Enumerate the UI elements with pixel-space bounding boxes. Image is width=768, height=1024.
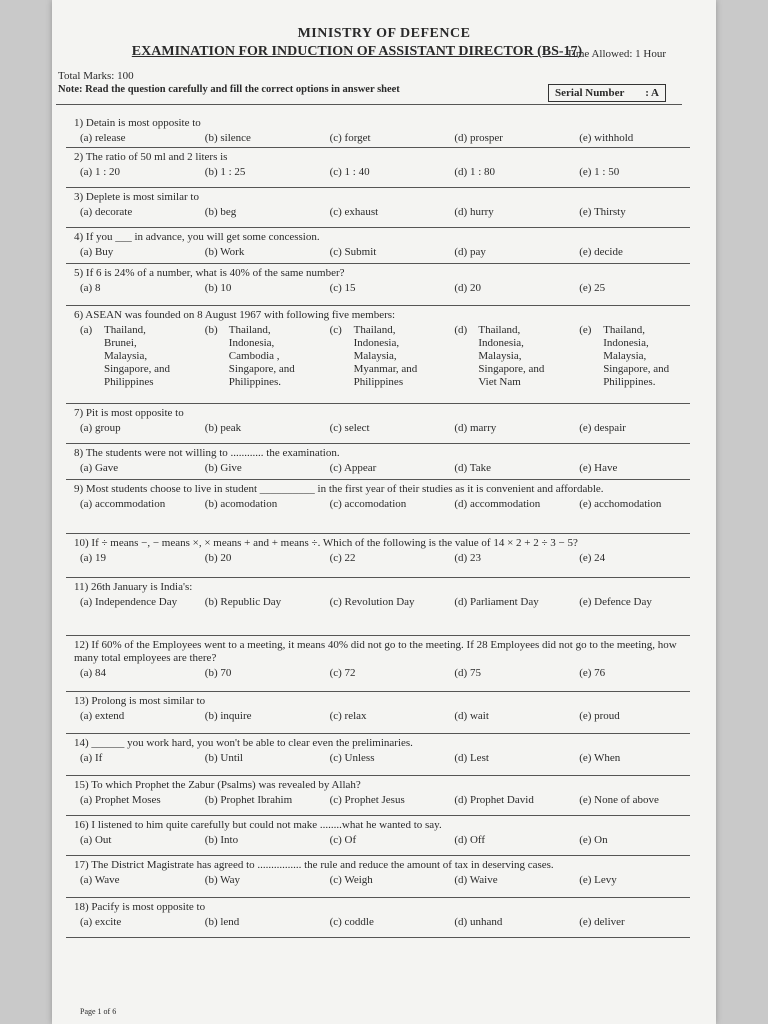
question-item <box>66 636 690 692</box>
answer-option: (b) inquire <box>204 710 252 722</box>
question-text: 17) The District Magistrate has agreed to ................ the rule and reduce the amount of tax in deserving cases. <box>74 859 554 871</box>
answer-option: (e) proud <box>579 710 620 722</box>
answer-option: (c) forget <box>329 132 371 144</box>
option-line: Thailand, <box>478 324 521 336</box>
option-line: Cambodia , <box>228 350 280 362</box>
serial-number-box <box>548 84 666 102</box>
answer-option: (e) deliver <box>579 916 625 928</box>
answer-option: (c) exhaust <box>329 206 379 218</box>
question-text: 6) ASEAN was founded on 8 August 1967 with following five members: <box>74 309 396 321</box>
answer-option: (b) Until <box>204 752 243 764</box>
answer-option: (e) On <box>579 834 608 846</box>
answer-option: (c) Prophet Jesus <box>329 794 405 806</box>
question-item <box>66 856 690 898</box>
question-item <box>66 480 690 534</box>
question-item <box>66 444 690 480</box>
answer-option: (e) When <box>579 752 621 764</box>
serial-number-label: Serial Number <box>555 87 625 99</box>
option-line: Indonesia, <box>478 337 524 349</box>
answer-option: (b) silence <box>204 132 251 144</box>
question-text: 7) Pit is most opposite to <box>74 407 184 419</box>
option-line: Philippines. <box>603 376 656 388</box>
answer-option: (b) Work <box>204 246 245 258</box>
answer-option: (a) Out <box>80 834 112 846</box>
answer-option: (b) Into <box>204 834 239 846</box>
answer-option: (d) 75 <box>454 667 481 679</box>
option-row <box>66 324 690 389</box>
answer-option: (a) Gave <box>80 462 119 474</box>
answer-option <box>191 324 316 389</box>
answer-option: (e) None of above <box>579 794 659 806</box>
answer-option: (a) 19 <box>80 552 106 564</box>
answer-option: (b) 1 : 25 <box>204 166 246 178</box>
option-row <box>66 710 690 723</box>
option-line: Thailand, <box>603 324 646 336</box>
answer-option: (c) accomodation <box>329 498 407 510</box>
option-row <box>66 422 690 435</box>
header-divider <box>56 104 682 105</box>
answer-option <box>440 324 565 389</box>
answer-option: (e) 1 : 50 <box>579 166 620 178</box>
answer-option: (d) accommodation <box>454 498 541 510</box>
question-text: 15) To which Prophet the Zabur (Psalms) was revealed by Allah? <box>74 779 361 791</box>
answer-option: (a) If <box>80 752 103 764</box>
option-line: Brunei, <box>104 337 137 349</box>
option-row <box>66 246 690 259</box>
question-text: 5) If 6 is 24% of a number, what is 40% of the same number? <box>74 267 345 279</box>
option-line: Malaysia, <box>104 350 148 362</box>
option-row <box>66 834 690 847</box>
answer-option: (d) 23 <box>454 552 481 564</box>
option-row <box>66 132 690 145</box>
answer-option: (a) Wave <box>80 874 120 886</box>
option-label: (b) <box>204 324 218 336</box>
question-text: 9) Most students choose to live in student __________ in the first year of their studies as it is convenient and affordable. <box>74 483 604 495</box>
question-item <box>66 404 690 444</box>
question-text: 18) Pacify is most opposite to <box>74 901 206 913</box>
answer-option: (d) 20 <box>454 282 481 294</box>
answer-option: (c) select <box>329 422 370 434</box>
option-row <box>66 498 690 511</box>
option-line: Malaysia, <box>603 350 647 362</box>
question-text: 10) If ÷ means −, − means ×, × means + and + means ÷. Which of the following is the value of 14 × 2 + 2 ÷ 3 − 5? <box>74 537 578 549</box>
answer-option: (c) Unless <box>329 752 375 764</box>
option-label: (e) <box>579 324 592 336</box>
answer-option: (d) hurry <box>454 206 494 218</box>
time-allowed: Time Allowed: 1 Hour <box>566 48 666 60</box>
option-line: Singapore, and <box>104 363 170 375</box>
answer-option: (e) Defence Day <box>579 596 652 608</box>
answer-option: (a) decorate <box>80 206 133 218</box>
question-text: 14) ______ you work hard, you won't be able to clear even the preliminaries. <box>74 737 413 749</box>
answer-option <box>66 324 191 389</box>
question-text: 8) The students were not willing to ............ the examination. <box>74 447 340 459</box>
exam-title: EXAMINATION FOR INDUCTION OF ASSISTANT DIRECTOR (BS-17) <box>131 44 583 59</box>
answer-option: (e) despair <box>579 422 626 434</box>
answer-option: (e) acchomodation <box>579 498 662 510</box>
answer-option: (d) pay <box>454 246 486 258</box>
option-row <box>66 794 690 807</box>
option-row <box>66 166 690 179</box>
answer-option: (a) Buy <box>80 246 114 258</box>
answer-option <box>316 324 441 389</box>
option-line: Indonesia, <box>228 337 275 349</box>
answer-option: (c) Of <box>329 834 357 846</box>
question-text: 13) Prolong is most similar to <box>74 695 206 707</box>
question-item <box>66 306 690 404</box>
answer-option: (c) relax <box>329 710 367 722</box>
option-row <box>66 206 690 219</box>
answer-option: (d) prosper <box>454 132 503 144</box>
answer-option: (a) Prophet Moses <box>80 794 161 806</box>
option-line: Philippines. <box>228 376 282 388</box>
option-line: Philippines <box>104 376 154 388</box>
option-row <box>66 596 690 609</box>
answer-option: (e) 24 <box>579 552 606 564</box>
answer-option: (c) 72 <box>329 667 356 679</box>
question-item <box>66 148 690 188</box>
answer-option: (b) lend <box>204 916 240 928</box>
question-text: 16) I listened to him quite carefully but could not make ........what he wanted to say. <box>74 819 442 831</box>
answer-option: (a) 8 <box>80 282 101 294</box>
option-row <box>66 282 690 295</box>
option-row <box>66 462 690 475</box>
option-line: Singapore, and <box>478 363 545 375</box>
option-line: Viet Nam <box>478 376 521 388</box>
answer-option: (d) Parliament Day <box>454 596 539 608</box>
answer-option: (e) 76 <box>579 667 606 679</box>
option-line: Singapore, and <box>603 363 670 375</box>
question-item <box>66 114 690 148</box>
answer-option: (a) release <box>80 132 126 144</box>
answer-option: (d) unhand <box>454 916 503 928</box>
answer-option: (a) 1 : 20 <box>80 166 121 178</box>
answer-option: (b) 10 <box>204 282 232 294</box>
question-text: 4) If you ___ in advance, you will get some concession. <box>74 231 320 243</box>
question-text: 2) The ratio of 50 ml and 2 liters is <box>74 151 228 163</box>
answer-option: (b) 20 <box>204 552 232 564</box>
answer-option: (b) acomodation <box>204 498 278 510</box>
option-line: Malaysia, <box>478 350 522 362</box>
answer-option: (a) excite <box>80 916 122 928</box>
question-item <box>66 816 690 856</box>
answer-option: (b) Prophet Ibrahim <box>204 794 293 806</box>
answer-option: (a) group <box>80 422 121 434</box>
question-item <box>66 898 690 938</box>
answer-option: (c) Revolution Day <box>329 596 415 608</box>
option-line: Thailand, <box>353 324 396 336</box>
question-text: 11) 26th January is India's: <box>74 581 193 593</box>
question-item <box>66 188 690 228</box>
question-text: 1) Detain is most opposite to <box>74 117 201 129</box>
answer-option: (d) 1 : 80 <box>454 166 496 178</box>
option-line: Philippines <box>353 376 404 388</box>
answer-option: (d) marry <box>454 422 497 434</box>
answer-option: (b) peak <box>204 422 242 434</box>
ministry-heading: MINISTRY OF DEFENCE <box>297 26 471 41</box>
question-item <box>66 692 690 734</box>
question-item <box>66 534 690 578</box>
option-line: Malaysia, <box>353 350 397 362</box>
question-item <box>66 776 690 816</box>
answer-option: (e) decide <box>579 246 623 258</box>
answer-option: (b) Give <box>204 462 242 474</box>
option-label: (c) <box>329 324 342 336</box>
answer-option: (e) 25 <box>579 282 606 294</box>
page-number: Page 1 of 6 <box>80 1007 117 1016</box>
option-row <box>66 667 690 680</box>
option-line: Indonesia, <box>353 337 400 349</box>
answer-option: (c) 15 <box>329 282 356 294</box>
option-line: Myanmar, and <box>353 363 418 375</box>
answer-option: (c) Submit <box>329 246 377 258</box>
instruction-note: Note: Read the question carefully and fill the correct options in answer sheet <box>58 84 400 95</box>
answer-option: (a) accommodation <box>80 498 166 510</box>
answer-option: (b) beg <box>204 206 237 218</box>
answer-option: (a) Independence Day <box>80 596 178 608</box>
question-text: 12) If 60% of the Employees went to a meeting, it means 40% did not go to the meeting. If 28 Employees did not go to the meeting, how many total employees are there? <box>74 639 677 664</box>
option-label: (d) <box>454 324 468 336</box>
option-row <box>66 552 690 565</box>
answer-option: (a) 84 <box>80 667 106 679</box>
answer-option: (e) withhold <box>579 132 634 144</box>
answer-option: (c) 1 : 40 <box>329 166 370 178</box>
option-line: Indonesia, <box>603 337 649 349</box>
exam-paper <box>52 0 716 1024</box>
option-row <box>66 752 690 765</box>
answer-option: (c) Weigh <box>329 874 373 886</box>
total-marks: Total Marks: 100 <box>58 70 134 82</box>
answer-option: (d) Lest <box>454 752 489 764</box>
option-line: Thailand, <box>104 324 146 336</box>
option-label: (a) <box>80 324 93 336</box>
question-item <box>66 228 690 264</box>
option-line: Singapore, and <box>228 363 295 375</box>
answer-option: (b) Way <box>204 874 241 886</box>
question-item <box>66 264 690 306</box>
option-row <box>66 874 690 887</box>
question-text: 3) Deplete is most similar to <box>74 191 199 203</box>
option-line: Thailand, <box>228 324 271 336</box>
answer-option: (c) coddle <box>329 916 374 928</box>
answer-option: (b) 70 <box>204 667 232 679</box>
answer-option: (e) Have <box>579 462 618 474</box>
answer-option <box>565 324 690 389</box>
answer-option: (e) Levy <box>579 874 617 886</box>
answer-option: (a) extend <box>80 710 125 722</box>
answer-option: (d) wait <box>454 710 489 722</box>
answer-option: (d) Take <box>454 462 491 474</box>
serial-number-value: : A <box>645 87 659 99</box>
answer-option: (e) Thirsty <box>579 206 626 218</box>
question-item <box>66 578 690 636</box>
question-item <box>66 734 690 776</box>
answer-option: (d) Waive <box>454 874 498 886</box>
question-list <box>66 114 690 938</box>
answer-option: (c) Appear <box>329 462 377 474</box>
answer-option: (d) Prophet David <box>454 794 534 806</box>
answer-option: (c) 22 <box>329 552 356 564</box>
option-row <box>66 916 690 929</box>
answer-option: (d) Off <box>454 834 486 846</box>
answer-option: (b) Republic Day <box>204 596 282 608</box>
